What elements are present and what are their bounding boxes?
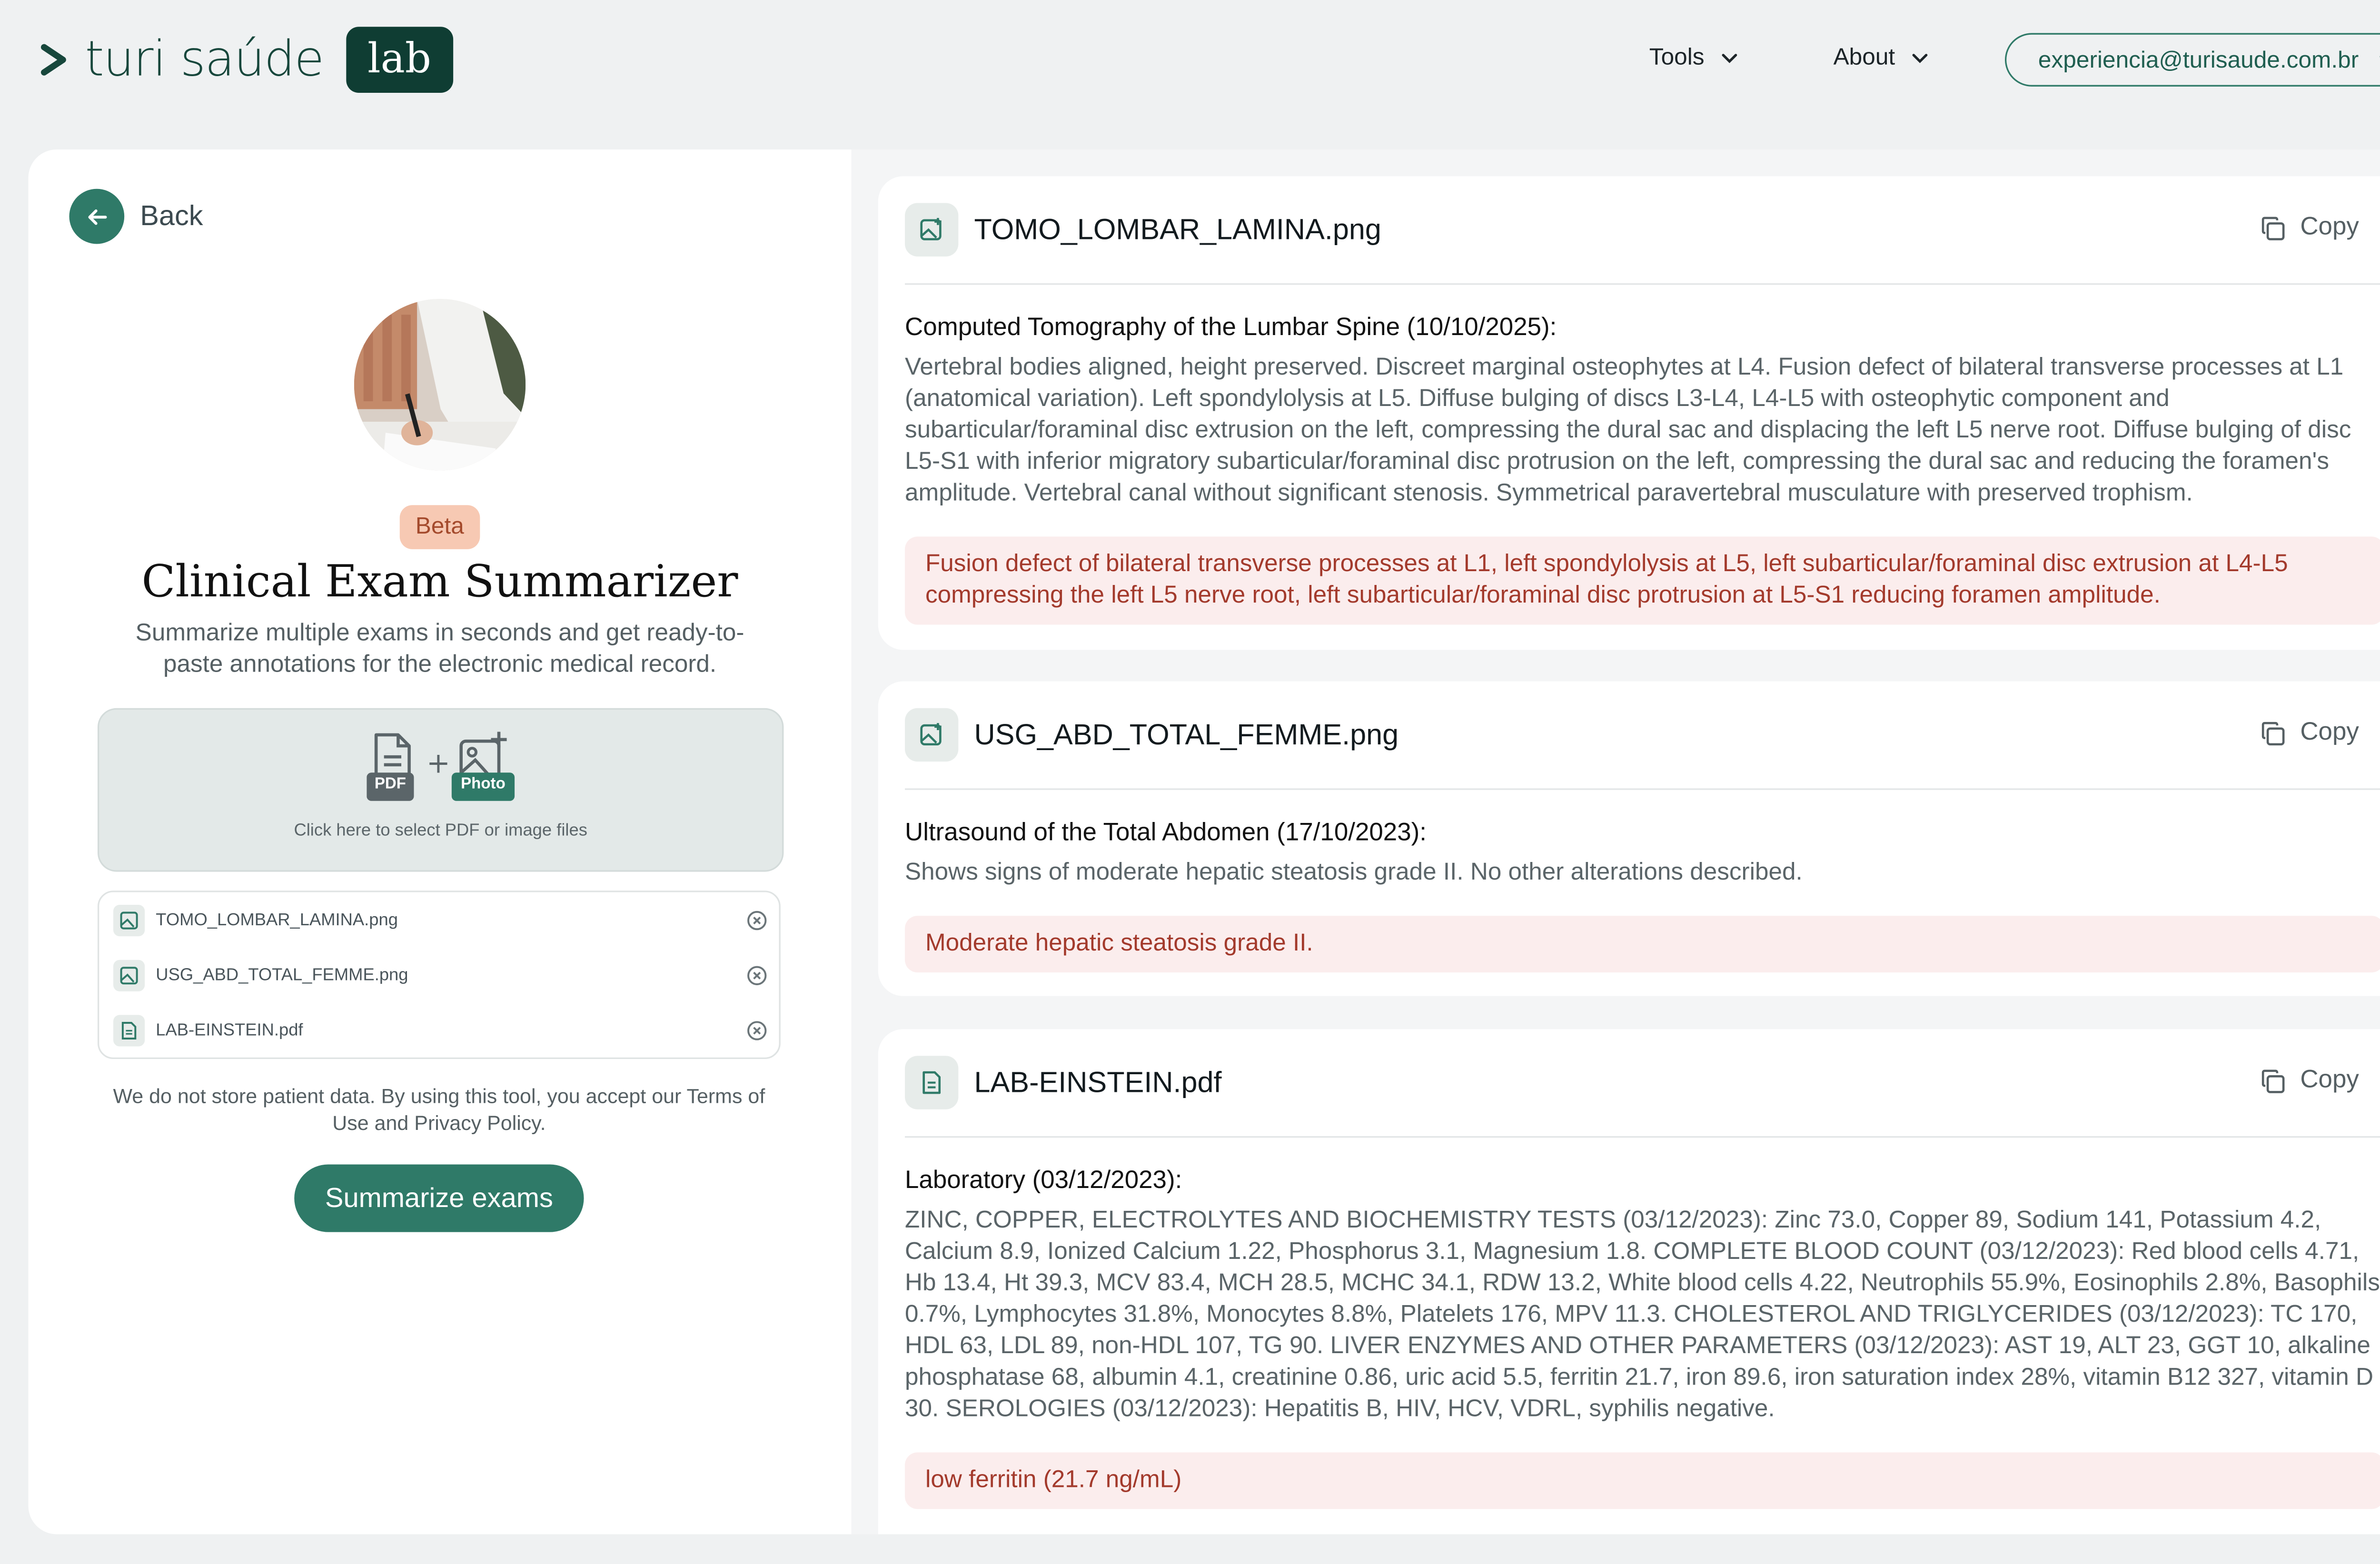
back-button[interactable]	[69, 189, 203, 244]
copy-icon	[2259, 215, 2286, 241]
file-name: TOMO_LOMBAR_LAMINA.png	[156, 911, 398, 930]
photo-label: Photo	[461, 775, 506, 793]
file-name: LAB-EINSTEIN.pdf	[156, 1021, 303, 1040]
result-card	[878, 682, 2380, 996]
highlight-finding: low ferritin (21.7 ng/mL)	[905, 1453, 2380, 1509]
chevron-down-icon	[1911, 48, 1930, 67]
svg-text:+: +	[426, 747, 450, 780]
dropzone-hint: Click here to select PDF or image files	[294, 821, 587, 841]
highlight-finding: Fusion defect of bilateral transverse processes at L1, left spondylolysis at L5, left subarticular/foraminal disc extrusion at L4-L5 compressing the left L5 nerve root, left subarticular/foraminal disc protrusion at L5-S1 reducing foramen amplitude.	[905, 536, 2380, 624]
back-circle	[69, 189, 124, 244]
nav-tools-menu[interactable]	[1649, 44, 1739, 71]
close-circle-icon[interactable]	[746, 965, 768, 987]
brand-logo[interactable]	[38, 27, 453, 93]
close-circle-icon[interactable]	[746, 910, 768, 931]
exam-title: Computed Tomography of the Lumbar Spine (10/10/2025):	[905, 315, 1557, 342]
result-card	[878, 1029, 2380, 1534]
page-subtitle: Summarize multiple exams in seconds and get ready-to-paste annotations for the electronic medical record.	[135, 620, 744, 678]
results-panel[interactable]	[852, 149, 2380, 1534]
card-file-name: LAB-EINSTEIN.pdf	[974, 1065, 1222, 1099]
card-divider	[905, 283, 2380, 285]
back-label: Back	[140, 199, 203, 231]
copy-icon	[2259, 720, 2286, 747]
card-header	[905, 203, 1381, 256]
copy-button[interactable]	[2259, 719, 2359, 748]
image-file-icon	[113, 905, 145, 936]
close-circle-icon[interactable]	[746, 1020, 768, 1041]
exam-body: Shows signs of moderate hepatic steatosis grade II. No other alterations described.	[905, 859, 1803, 886]
beta-badge: Beta	[400, 505, 480, 549]
exam-body: Vertebral bodies aligned, height preserved. Discreet marginal osteophytes at L4. Fusion defect of bilateral transverse processes at L1 (anatomical variation). Left spondylolysis at L5. Diffuse bulging of discs L3-L4, L4-L5 with osteophytic component and subarticular/foraminal disc extrusion on the left, compressing the dural sac and displacing the left L5 nerve root. Diffuse bulging of disc L5-S1 with inferior migratory subarticular/foraminal disc protrusion on the left, compressing the dural sac and reducing the foramen's amplitude. Vertebral canal without significant stenosis. Symmetrical paravertebral musculature with preserved trophism.	[905, 354, 2351, 507]
doctor-photo-illustration	[354, 299, 526, 470]
document-icon	[905, 1056, 958, 1109]
copy-button[interactable]	[2259, 1067, 2359, 1096]
exam-title: Laboratory (03/12/2023):	[905, 1168, 1182, 1195]
doctor-avatar	[354, 299, 526, 470]
nav-about-label: About	[1833, 44, 1895, 71]
copy-label: Copy	[2300, 719, 2359, 746]
file-dropzone[interactable]	[98, 708, 783, 872]
chevron-down-icon	[1720, 48, 1739, 67]
nav-about-menu[interactable]	[1834, 44, 1930, 71]
file-name: USG_ABD_TOTAL_FEMME.png	[156, 966, 408, 985]
summarizer-panel	[29, 149, 852, 1534]
copy-label: Copy	[2300, 214, 2359, 241]
file-item	[113, 957, 768, 994]
copy-icon	[2259, 1068, 2286, 1094]
highlight-finding: Moderate hepatic steatosis grade II.	[905, 916, 2380, 972]
arrow-left-icon	[84, 204, 109, 229]
file-item	[113, 1012, 768, 1049]
document-icon	[113, 1015, 145, 1046]
file-item	[113, 901, 768, 939]
image-file-icon	[113, 960, 145, 991]
copy-label: Copy	[2300, 1067, 2359, 1094]
card-file-name: USG_ABD_TOTAL_FEMME.png	[974, 717, 1399, 751]
chevron-right-logo-icon	[38, 41, 72, 79]
user-email: experiencia@turisaude.com.br	[2038, 46, 2359, 73]
top-header	[0, 0, 2380, 123]
card-file-name: TOMO_LOMBAR_LAMINA.png	[974, 212, 1381, 246]
exam-title: Ultrasound of the Total Abdomen (17/10/2023):	[905, 820, 1427, 847]
lab-badge: lab	[346, 27, 453, 93]
copy-button[interactable]	[2259, 214, 2359, 243]
logo-text: turi saúde	[85, 31, 324, 89]
card-header	[905, 1056, 1222, 1109]
result-card	[878, 176, 2380, 650]
exam-body: ZINC, COPPER, ELECTROLYTES AND BIOCHEMISTRY TESTS (03/12/2023): Zinc 73.0, Copper 89, Sodium 141, Potassium 4.2, Calcium 8.9, Ionized Calcium 1.22, Phosphorus 3.1, Magnesium 1.8. COMPLETE BLOOD COUNT (03/12/2023): Red blood cells 4.71, Hb 13.4, Ht 39.3, MCV 83.4, MCH 28.5, MCHC 34.1, RDW 13.2, White blood cells 4.22, Neutrophils 55.9%, Eosinophils 2.8%, Basophils 0.7%, Lymphocytes 31.8%, Monocytes 8.8%, Platelets 176, MPV 11.3. CHOLESTEROL AND TRIGLYCERIDES (03/12/2023): TC 170, HDL 63, LDL 89, non-HDL 107, TG 90. LIVER ENZYMES AND OTHER PARAMETERS (03/12/2023): AST 19, ALT 23, GGT 10, alkaline phosphatase 68, albumin 4.1, creatinine 0.86, uric acid 5.5, ferritin 21.7, iron 89.6, iron saturation index 28%, vitamin B12 327, vitamin D 30. SEROLOGIES (03/12/2023): Hepatitis B, HIV, HCV, VDRL, syphilis negative.	[905, 1207, 2380, 1423]
dropzone-icons	[367, 732, 524, 804]
card-header	[905, 708, 1398, 762]
pdf-photo-illustration	[367, 732, 524, 804]
summarize-button[interactable]: Summarize exams	[294, 1165, 584, 1232]
privacy-disclaimer: We do not store patient data. By using this tool, you accept our Terms of Use and Privacy Policy.	[113, 1084, 765, 1135]
nav-tools-label: Tools	[1649, 44, 1705, 71]
page-title: Clinical Exam Summarizer	[141, 555, 738, 608]
selected-files-list	[98, 891, 781, 1059]
card-divider	[905, 1136, 2380, 1138]
card-divider	[905, 788, 2380, 790]
chevron-down-icon	[2378, 50, 2380, 69]
pdf-label: PDF	[374, 775, 406, 793]
image-file-icon	[905, 708, 958, 762]
user-account-menu[interactable]	[2005, 33, 2380, 86]
image-file-icon	[905, 203, 958, 256]
